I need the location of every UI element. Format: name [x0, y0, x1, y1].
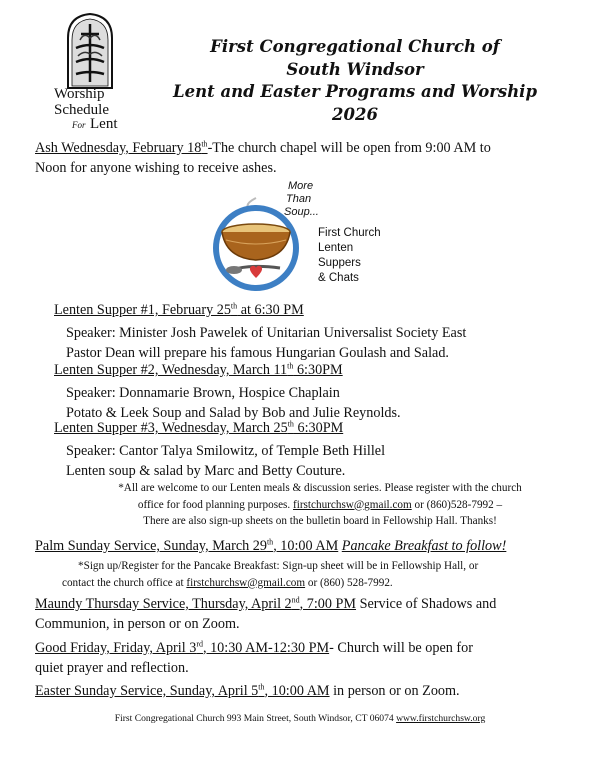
title-line-1: First Congregational Church of [210, 37, 500, 56]
supper-1-heading: Lenten Supper #1, February 25th at 6:30 PM [54, 301, 304, 318]
palm-sunday-note: *Sign up/Register for the Pancake Breakfast: Sign-up sheet will be in Fellowship Hall, or contact the church office at firstchurchsw@gmail.com or (860) 528-7992. [62, 560, 479, 589]
lenten-suppers-logo [210, 178, 400, 290]
supper-registration-note: *All are welcome to our Lenten meals & discussion series. Please register with the church office for food planning purposes. firstchurchsw@gmail.com or (860)528-7992 – There are also sign-up sheets on the bulletin board in Fellowship Hall. Thanks! [118, 482, 522, 527]
footer-address: First Congregational Church 993 Main Street, South Windsor, CT 06074 [114, 713, 397, 724]
palm-heading: Palm Sunday Service, Sunday, March 29th, 10:00 AM [35, 537, 339, 554]
maundy-text-2: Communion, in person or on Zoom. [35, 616, 240, 632]
pancake-breakfast-label: Pancake Breakfast to follow! [341, 538, 507, 554]
logo-line-schedule: Schedule [54, 102, 109, 118]
email-link[interactable]: firstchurchsw@gmail.com [186, 576, 306, 589]
supper-1-speaker: Speaker: Minister Josh Pawelek of Unitarian Universalist Society East [66, 325, 467, 341]
website-link[interactable]: www.firstchurchsw.org [396, 713, 486, 724]
church-window-icon [60, 12, 120, 90]
page-title [130, 36, 580, 126]
title-line-3: Lent and Easter Programs and Worship [172, 82, 537, 101]
ash-text-1: -The church chapel will be open from 9:00 AM to [207, 140, 491, 156]
easter-sunday-section: Easter Sunday Service, Sunday, April 5th, 10:00 AM in person or on Zoom. [35, 682, 460, 699]
maundy-thursday-section: Maundy Thursday Service, Thursday, April 2nd, 7:00 PM Service of Shadows and Communion, in person or on Zoom. [35, 594, 580, 634]
easter-heading: Easter Sunday Service, Sunday, April 5th, 10:00 AM [35, 682, 330, 699]
supper-1-section [54, 300, 584, 363]
logo-line-worship: Worship [54, 86, 105, 102]
supper-3-heading: Lenten Supper #3, Wednesday, March 25th 6:30PM [54, 419, 344, 436]
good-friday-text-2: quiet prayer and reflection. [35, 660, 189, 676]
palm-sunday-section [35, 536, 580, 556]
good-friday-heading: Good Friday, Friday, April 3rd, 10:30 AM-12:30 PM [35, 639, 330, 656]
supper-2-section [54, 360, 584, 423]
soup-bowl-icon [210, 192, 310, 292]
title-line-2: South Windsor [286, 59, 424, 79]
ash-text-2: Noon for anyone wishing to receive ashes. [35, 160, 277, 176]
maundy-heading: Maundy Thursday Service, Thursday, April 2nd, 7:00 PM [35, 595, 357, 612]
worship-schedule-logo [50, 12, 130, 132]
footer [0, 713, 600, 724]
email-link[interactable]: firstchurchsw@gmail.com [292, 498, 412, 511]
supper-3-speaker: Speaker: Cantor Talya Smilowitz, of Temple Beth Hillel [66, 443, 386, 459]
supper-3-menu: Lenten soup & salad by Marc and Betty Couture. [66, 463, 346, 479]
logo-line-for: For [72, 120, 86, 130]
supper-2-menu: Potato & Leek Soup and Salad by Bob and Julie Reynolds. [66, 405, 401, 421]
supper-2-speaker: Speaker: Donnamarie Brown, Hospice Chaplain [66, 385, 340, 401]
supper-1-menu: Pastor Dean will prepare his famous Hungarian Goulash and Salad. [66, 345, 449, 361]
suppers-label: First Church Lenten Suppers & Chats [318, 227, 381, 284]
logo-line-lent: Lent [90, 116, 118, 132]
supper-3-section [54, 418, 584, 481]
ash-heading: Ash Wednesday, February 18th [35, 139, 208, 156]
ash-wednesday-section [35, 138, 575, 178]
title-line-4: 2026 [332, 104, 378, 124]
good-friday-section: Good Friday, Friday, April 3rd, 10:30 AM-12:30 PM- Church will be open for quiet prayer and reflection. [35, 638, 580, 678]
suppers-tagline: More Than Soup... [284, 180, 319, 218]
supper-2-heading: Lenten Supper #2, Wednesday, March 11th 6:30PM [54, 361, 343, 378]
